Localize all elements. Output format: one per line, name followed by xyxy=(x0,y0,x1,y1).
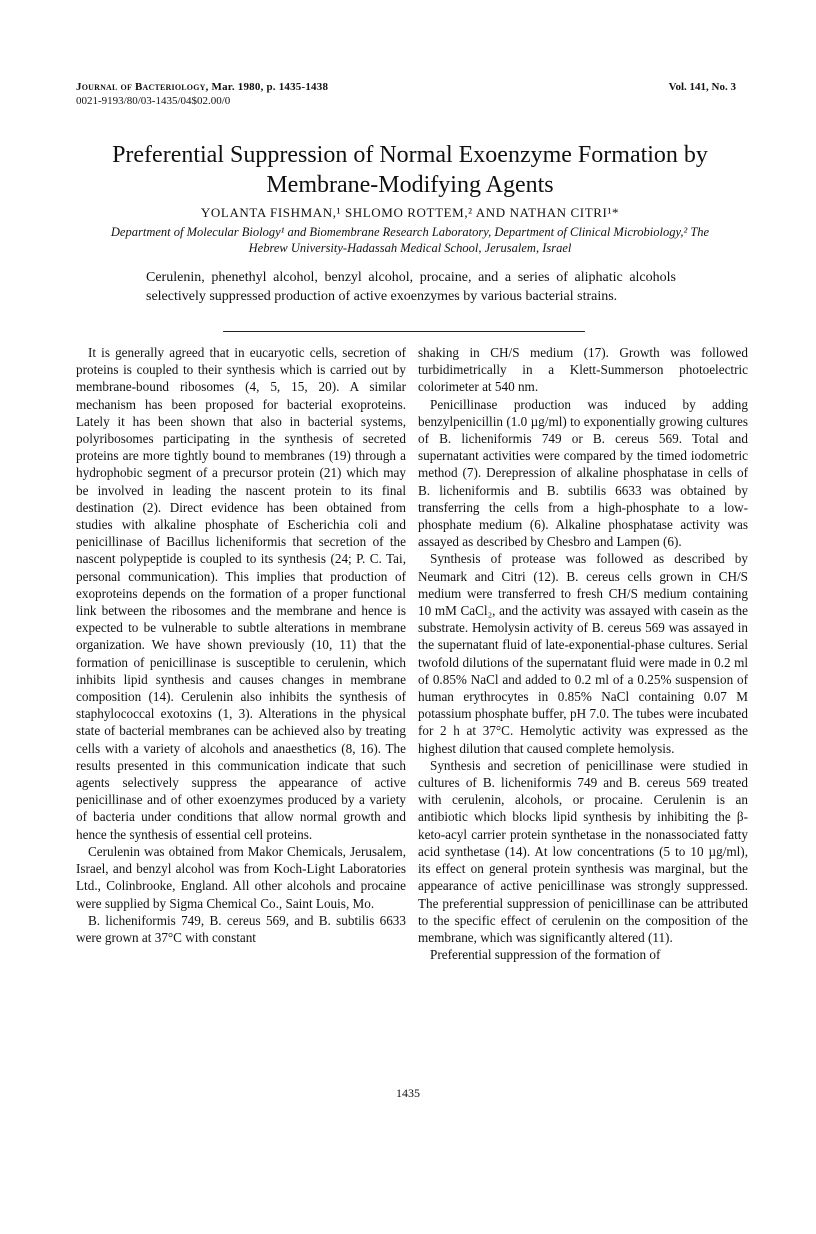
article-title: Preferential Suppression of Normal Exoenzyme Formation by Membrane-Modifying Agents xyxy=(112,142,708,198)
affiliation: Department of Molecular Biology¹ and Biomembrane Research Laboratory, Department of Clinical Microbiology,² The Hebrew University-Hadassah Medical School, Jerusalem, Israel xyxy=(110,225,710,255)
paragraph: Penicillinase production was induced by adding benzylpenicillin (1.0 µg/ml) to exponentially growing cultures of B. licheniformis 749 or B. cereus 569. Total and supernatant activities were compared by the timed iodometric method (7). Derepression of alkaline phosphatase in cells of B. licheniformis and B. subtilis 6633 was obtained by transferring the cells from a high-phosphate to a low-phosphate medium (6). Alkaline phosphatase activity was assayed as described by Chesbro and Lampen (6). xyxy=(418,396,748,550)
journal-code: 0021-9193/80/03-1435/04$02.00/0 xyxy=(76,95,231,107)
right-column xyxy=(418,344,748,963)
paragraph: Synthesis and secretion of penicillinase were studied in cultures of B. licheniformis 749 and B. cereus 569 treated with cerulenin, alcohols, or procaine. Cerulenin is an antibiotic which blocks lipid synthesis by inhibiting the β-keto-acyl carrier protein synthetase in the nonassociated fatty acid synthetase (14). At low concentrations (5 to 10 µg/ml), its effect on general protein synthesis was marginal, but the appearance of active penicillinase was strongly suppressed. The preferential suppression of penicillinase can be attributed to the specific effect of cerulenin on the composition of the membrane, which was significantly altered (11). xyxy=(418,757,748,945)
running-header xyxy=(76,80,736,108)
abstract: Cerulenin, phenethyl alcohol, benzyl alcohol, procaine, and a series of aliphatic alcohols selectively suppressed production of active exoenzymes by various bacterial strains. xyxy=(146,270,676,304)
paragraph: B. licheniformis 749, B. cereus 569, and B. subtilis 6633 were grown at 37°C with constant xyxy=(76,912,406,945)
journal-name: Journal of Bacteriology xyxy=(76,81,206,93)
abstract-divider xyxy=(223,331,585,332)
paragraph: It is generally agreed that in eucaryotic cells, secretion of proteins is coupled to their synthesis which is carried out by membrane-bound ribosomes (4, 5, 15, 20). A similar mechanism has been proposed for bacterial exoproteins. Lately it has been shown that also in bacterial systems, polyribosomes participating in the synthesis of secreted proteins are more tightly bound to membranes (19) through a hydrophobic segment of a precursor protein (21) which may be involved in leading the nascent protein to its final destination (2). Direct evidence has been obtained from studies with alkaline phosphate of Escherichia coli and penicillinase of Bacillus licheniformis that secretion of the nascent polypeptide is coupled to its synthesis (24; P. C. Tai, personal communication). This implies that production of exoproteins depends on the formation of a proper functional link between the ribosomes and the membrane and hence is expected to be vulnerable to subtle alterations in membrane organization. We have shown previously (10, 11) that the formation of penicillinase is susceptible to cerulenin, which inhibits lipid synthesis and causes changes in membrane composition (14). Cerulenin also inhibits the synthesis of staphylococcal exotoxins (1, 3). Alterations in the physical state of bacterial membranes can be achieved also by treating cells with a variety of alcohols and anaesthetics (8, 16). The results presented in this communication indicate that such agents selectively suppress the appearance of active penicillinase and of other exoenzymes produced by a variety of bacteria under conditions that allow normal growth and hence the synthesis of essential cell proteins. xyxy=(76,345,406,842)
paragraph: Preferential suppression of the formation of xyxy=(430,947,661,963)
journal-date-pages: , Mar. 1980, p. 1435-1438 xyxy=(205,81,329,93)
paragraph: Synthesis of protease was followed as described by Neumark and Citri (12). B. cereus cells grown in CH/S medium were transferred to fresh CH/S medium containing 10 mM CaCl₂, and the activity was assayed with casein as the substrate. Hemolysin activity of B. cereus 569 was assayed in the supernatant fluid of late-exponential-phase cultures. Serial twofold dilutions of the supernatant fluid were made in 0.2 ml of 0.85% NaCl and added to 0.2 ml of a 0.25% suspension of human erythrocytes in 0.85% NaCl containing 0.07 M potassium phosphate buffer, pH 7.0. The tubes were incubated for 2 h at 37°C. Hemolytic activity was expressed as the highest dilution that caused complete hemolysis. xyxy=(418,551,748,756)
paragraph: Cerulenin was obtained from Makor Chemicals, Jerusalem, Israel, and benzyl alcohol was from Koch-Light Laboratories Ltd., Colinbrooke, England. All other alcohols and procaine were supplied by Sigma Chemical Co., Saint Louis, Mo. xyxy=(76,843,406,911)
paragraph: shaking in CH/S medium (17). Growth was followed turbidimetrically in a Klett-Summerson photoelectric colorimeter at 540 nm. xyxy=(418,345,748,395)
page-number: 1435 xyxy=(396,1086,420,1100)
volume-issue: Vol. 141, No. 3 xyxy=(668,81,736,93)
journal-citation xyxy=(76,81,328,93)
left-column xyxy=(76,344,406,946)
author-list: YOLANTA FISHMAN,¹ SHLOMO ROTTEM,² AND NATHAN CITRI¹* xyxy=(200,205,620,220)
